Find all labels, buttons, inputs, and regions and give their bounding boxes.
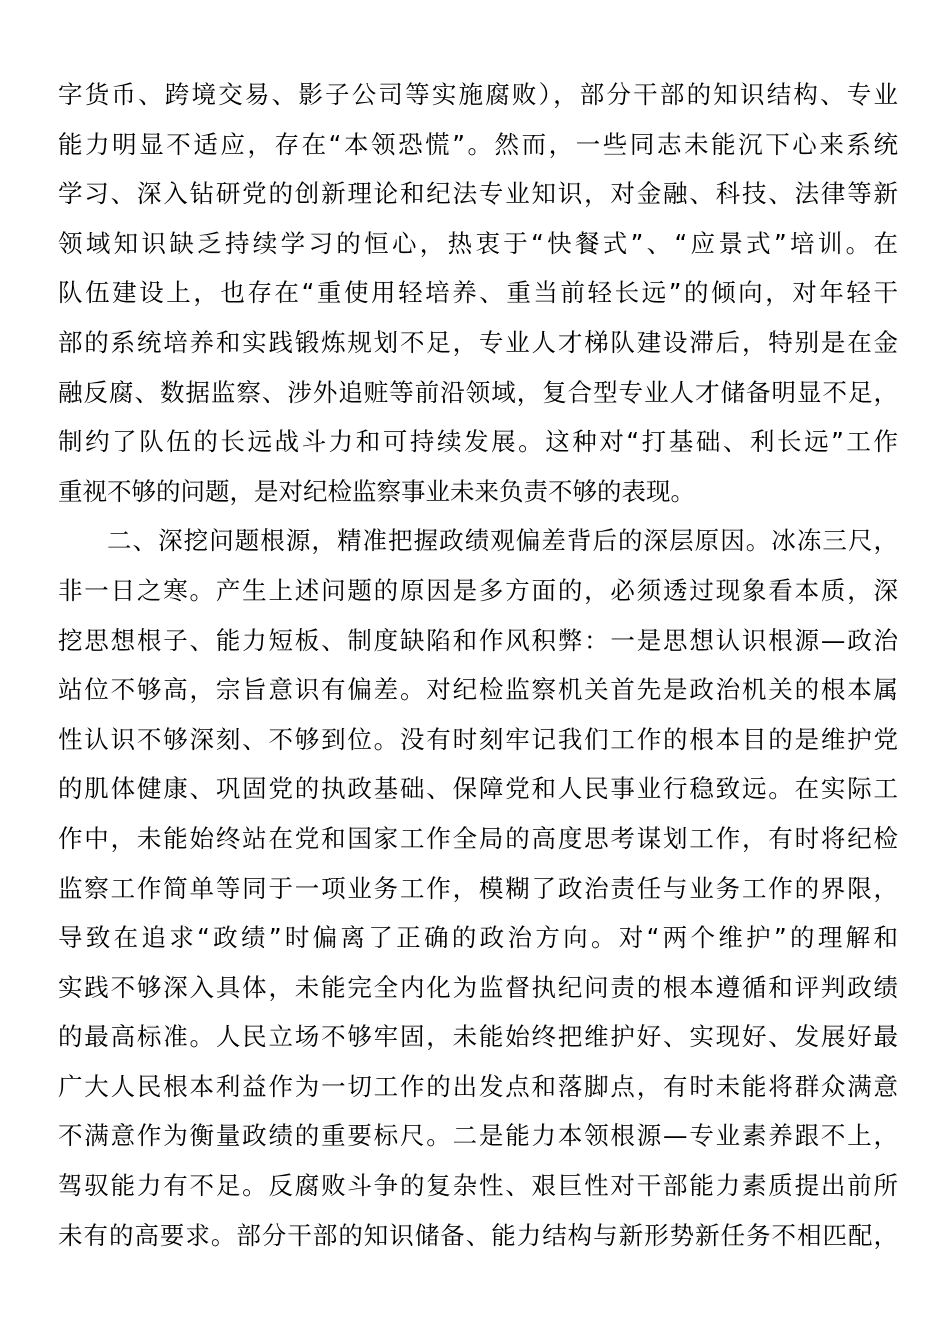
text-line: 领域知识缺乏持续学习的恒心，热衷于“快餐式”、“应景式”培训。在 bbox=[58, 228, 898, 258]
section-heading-line: 二、深挖问题根源，精准把握政绩观偏差背后的深层原因。冰冻三尺， bbox=[107, 526, 898, 556]
text-line: 未有的高要求。部分干部的知识储备、能力结构与新形势新任务不相匹配， bbox=[58, 1220, 898, 1250]
text-line: 驾驭能力有不足。反腐败斗争的复杂性、艰巨性对干部能力素质提出前所 bbox=[58, 1171, 898, 1201]
text-line: 站位不够高，宗旨意识有偏差。对纪检监察机关首先是政治机关的根本属 bbox=[58, 675, 898, 705]
text-line: 广大人民根本利益作为一切工作的出发点和落脚点，有时未能将群众满意 bbox=[58, 1071, 898, 1101]
text-line: 导致在追求“政绩”时偏离了正确的政治方向。对“两个维护”的理解和 bbox=[58, 923, 898, 953]
text-line: 能力明显不适应，存在“本领恐慌”。然而，一些同志未能沉下心来系统 bbox=[58, 129, 898, 159]
text-line: 实践不够深入具体，未能完全内化为监督执纪问责的根本遵循和评判政绩 bbox=[58, 972, 898, 1002]
text-line: 制约了队伍的长远战斗力和可持续发展。这种对“打基础、利长远”工作 bbox=[58, 427, 898, 457]
text-line: 队伍建设上，也存在“重使用轻培养、重当前轻长远”的倾向，对年轻干 bbox=[58, 278, 898, 308]
text-line: 学习、深入钻研党的创新理论和纪法专业知识，对金融、科技、法律等新 bbox=[58, 179, 898, 209]
text-line: 的最高标准。人民立场不够牢固，未能始终把维护好、实现好、发展好最 bbox=[58, 1022, 898, 1052]
text-line: 性认识不够深刻、不够到位。没有时刻牢记我们工作的根本目的是维护党 bbox=[58, 724, 898, 754]
paragraph-2 bbox=[58, 516, 898, 1260]
text-line: 融反腐、数据监察、涉外追赃等前沿领域，复合型专业人才储备明显不足， bbox=[58, 377, 898, 407]
paragraph-1 bbox=[58, 70, 898, 516]
text-line: 监察工作简单等同于一项业务工作，模糊了政治责任与业务工作的界限， bbox=[58, 873, 898, 903]
text-line: 挖思想根子、能力短板、制度缺陷和作风积弊：一是思想认识根源—政治 bbox=[58, 625, 898, 655]
text-line: 不满意作为衡量政绩的重要标尺。二是能力本领根源—专业素养跟不上， bbox=[58, 1121, 898, 1151]
text-line: 部的系统培养和实践锻炼规划不足，专业人才梯队建设滞后，特别是在金 bbox=[58, 327, 898, 357]
text-line: 作中，未能始终站在党和国家工作全局的高度思考谋划工作，有时将纪检 bbox=[58, 823, 898, 853]
text-line: 重视不够的问题，是对纪检监察事业未来负责不够的表现。 bbox=[58, 476, 695, 506]
body-text bbox=[58, 70, 898, 1260]
text-line: 非一日之寒。产生上述问题的原因是多方面的，必须透过现象看本质，深 bbox=[58, 575, 898, 605]
text-line: 的肌体健康、巩固党的执政基础、保障党和人民事业行稳致远。在实际工 bbox=[58, 774, 898, 804]
text-line: 字货币、跨境交易、影子公司等实施腐败），部分干部的知识结构、专业 bbox=[58, 80, 898, 109]
